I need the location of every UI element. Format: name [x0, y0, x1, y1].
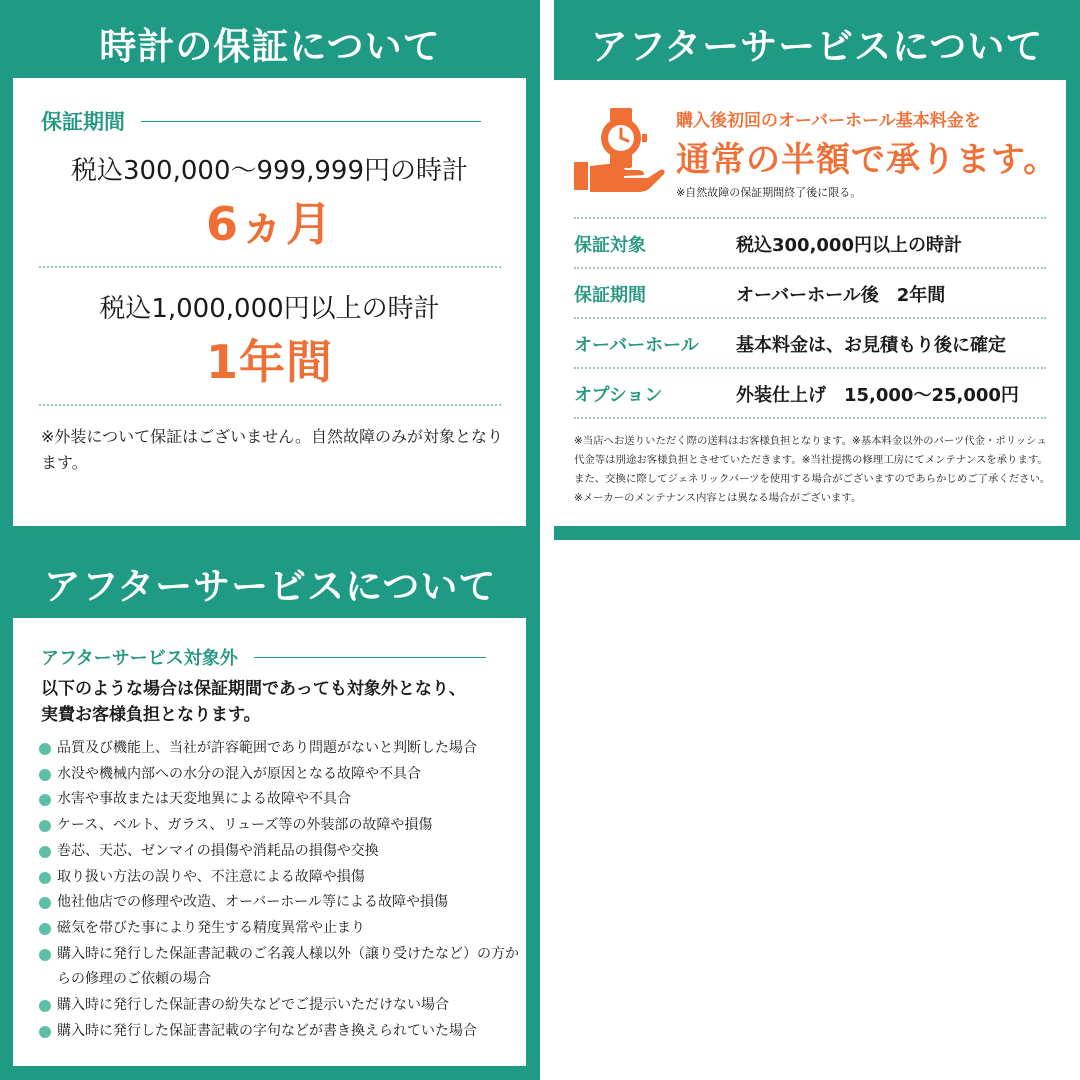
aftercare-card	[554, 80, 1066, 526]
row-label: 保証対象	[574, 235, 646, 256]
list-item	[39, 736, 519, 762]
fine-print: ※当店へお送りいただく際の送料はお客様負担となります。※基本料金以外のパーツ代金・ポリッシュ代金等は別途お客様負担とさせていただきます。※当社提携の修理工房にてメンテナンスを承ります。また、交換に際してジェネリックパーツを使用する場合がございますのであらかじめご了承ください。※メーカーのメンテナンス内容とは異なる場合がございます。	[574, 435, 1051, 504]
exclusions-panel	[0, 540, 540, 1080]
row-value: オーバーホール後 2年間	[736, 285, 946, 306]
aftercare-title: アフターサービスについて	[590, 25, 1044, 68]
info-row	[574, 219, 1046, 269]
divider	[39, 404, 501, 406]
tier2-period: 1年間	[205, 335, 333, 389]
bullet-icon	[39, 1026, 51, 1038]
warranty-card	[13, 78, 526, 526]
warranty-title: 時計の保証について	[99, 25, 441, 68]
list-item	[39, 839, 519, 865]
warranty-section-label: 保証期間	[41, 110, 125, 134]
list-item-text: 購入時に発行した保証書記載の字句などが書き換えられていた場合	[57, 1022, 477, 1039]
row-label: オーバーホール	[574, 335, 699, 356]
exclusions-section-label: アフターサービス対象外	[41, 648, 238, 669]
list-item-text: 購入時に発行した保証書の紛失などでご提示いただけない場合	[57, 997, 449, 1014]
info-row	[574, 269, 1046, 319]
warranty-note: ※外装について保証はございません。自然故障のみが対象となります。	[41, 427, 504, 472]
list-item-text: 水没や機械内部への水分の混入が原因となる故障や不具合	[57, 765, 421, 782]
list-item-text: 品質及び機能上、当社が許容範囲であり問題がないと判断した場合	[57, 740, 477, 756]
warranty-section-header	[41, 106, 481, 136]
bullet-icon	[39, 743, 51, 755]
exclusions-list	[39, 736, 519, 1044]
list-item	[39, 993, 519, 1019]
tier2-price: 税込1,000,000円以上の時計	[99, 294, 440, 324]
divider	[39, 266, 501, 268]
row-value: 税込300,000円以上の時計	[736, 235, 962, 256]
list-item	[39, 813, 519, 839]
exclusions-intro-line1: 以下のような場合は保証期間であっても対象外となり、	[41, 679, 466, 699]
list-item-text: 他社他店での修理や改造、オーバーホール等による故障や損傷	[57, 894, 449, 911]
list-item-text: 水害や事故または天変地異による故障や不具合	[57, 791, 351, 808]
bullet-icon	[39, 872, 51, 884]
bullet-icon	[39, 769, 51, 781]
bullet-icon	[39, 820, 51, 832]
list-item	[39, 762, 519, 788]
list-item	[39, 787, 519, 813]
info-row	[574, 319, 1046, 369]
exclusions-card	[13, 618, 526, 1066]
list-item-text: 磁気を帯びた事により発生する精度異常や止まり	[57, 919, 365, 936]
list-item-text: 取り扱い方法の誤りや、不注意による故障や損傷	[57, 868, 365, 885]
warranty-panel	[0, 0, 540, 540]
bullet-icon	[39, 949, 51, 961]
watch-in-hand-icon	[574, 106, 666, 194]
bullet-icon	[39, 923, 51, 935]
tier1-price: 税込300,000〜999,999円の時計	[70, 156, 469, 186]
row-label: 保証期間	[574, 285, 646, 306]
promo-small: 購入後初回のオーバーホール基本料金を	[676, 111, 981, 131]
exclusions-section-header	[41, 644, 486, 670]
aftercare-panel	[554, 0, 1080, 540]
bullet-icon	[39, 794, 51, 806]
list-item-text: 購入時に発行した保証書記載のご名義人様以外（譲り受けたなど）の方からの修理のご依頼の場合	[57, 945, 519, 988]
row-value: 基本料金は、お見積もり後に確定	[736, 335, 1006, 356]
list-item	[39, 942, 519, 993]
row-label: オプション	[574, 385, 663, 406]
promo-note: ※自然故障の保証期間終了後に限る。	[676, 186, 862, 199]
tier1-period: 6ヵ月	[205, 197, 333, 251]
section-rule	[141, 121, 481, 122]
info-row	[574, 369, 1046, 419]
bullet-icon	[39, 897, 51, 909]
exclusions-intro-line2: 実費お客様負担となります。	[41, 705, 261, 725]
divider	[574, 417, 1046, 419]
bullet-icon	[39, 1000, 51, 1012]
row-value: 外装仕上げ 15,000〜25,000円	[736, 385, 1019, 406]
section-rule	[254, 657, 486, 658]
list-item-text: 巻芯、天芯、ゼンマイの損傷や消耗品の損傷や交換	[57, 842, 379, 859]
list-item	[39, 865, 519, 891]
list-item	[39, 916, 519, 942]
list-item-text: ケース、ベルト、ガラス、リューズ等の外装部の故障や損傷	[57, 817, 433, 834]
list-item	[39, 1019, 519, 1045]
promo-big: 通常の半額で承ります。	[676, 140, 1059, 180]
bullet-icon	[39, 846, 51, 858]
list-item	[39, 890, 519, 916]
exclusions-title: アフターサービスについて	[43, 565, 497, 608]
